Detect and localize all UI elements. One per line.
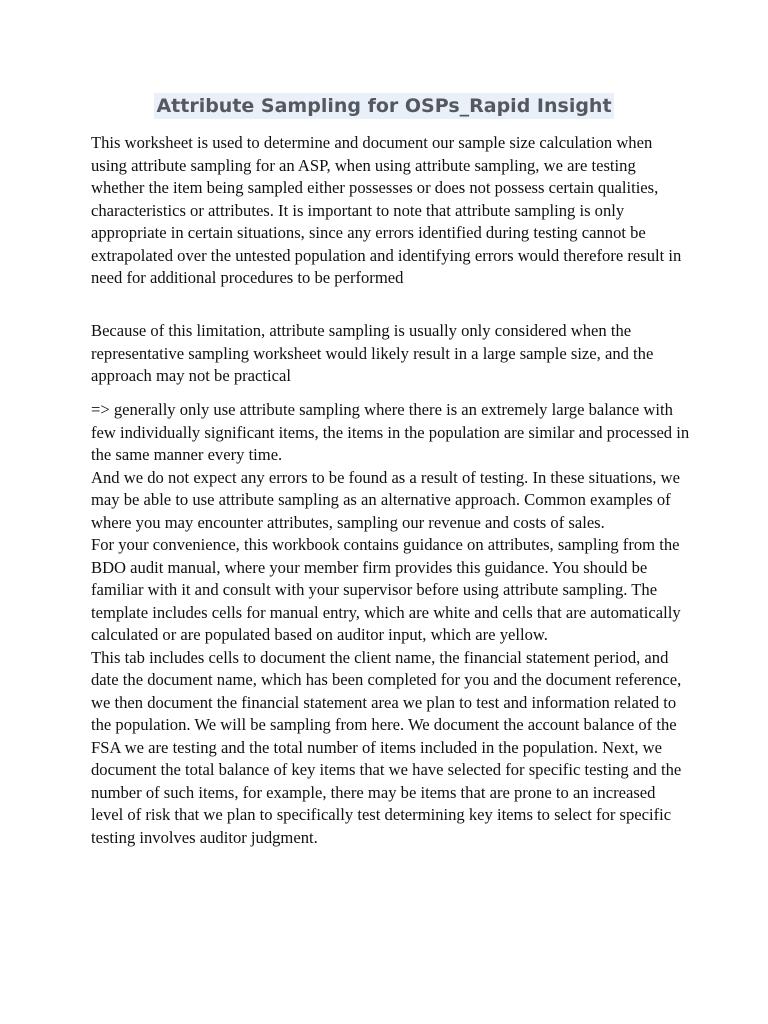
paragraph: And we do not expect any errors to be found as a result of testing. In these situations, we may be able to use attribute sampling as an alternative approach. Common examples of where you may encounter attributes, sampling our revenue and costs of sales. [91,467,680,532]
guidance-paragraph-block [91,399,691,849]
paragraph: This worksheet is used to determine and document our sample size calculation when using attribute sampling for an ASP, when using attribute sampling, we are testing whether the item being sampled either possesses or does not possess certain qualities, characteristics or attributes. It is important to note that attribute sampling is only appropriate in certain situations, since any errors identified during testing cannot be extrapolated over the untested population and identifying errors would therefore result in need for additional procedures to be performed [91,133,682,287]
title-container [0,93,768,119]
document-title: Attribute Sampling for OSPs_Rapid Insight [156,95,612,117]
paragraph: This tab includes cells to document the client name, the financial statement period, and date the document name, which has been completed for you and the document reference, we then document the financial statement area we plan to test and information related to the population. We will be sampling from here. We document the account balance of the FSA we are testing and the total number of items included in the population. Next, we document the total balance of key items that we have selected for specific testing and the number of such items, for example, there may be items that are prone to an increased level of risk that we plan to specifically test determining key items to select for specific testing involves auditor judgment. [91,647,682,847]
intro-paragraph-block [91,132,691,290]
paragraph: For your convenience, this workbook contains guidance on attributes, sampling from the BDO audit manual, where your member firm provides this guidance. You should be familiar with it and consult with your supervisor before using attribute sampling. The template includes cells for manual entry, which are white and cells that are automatically calculated or are populated based on auditor input, which are yellow. [91,535,681,644]
limitation-paragraph-block [91,320,691,388]
paragraph: Because of this limitation, attribute sampling is usually only considered when the representative sampling worksheet would likely result in a large sample size, and the approach may not be practical [91,321,654,385]
paragraph: => generally only use attribute sampling where there is an extremely large balance with few individually significant items, the items in the population are similar and processed in the same manner every time. [91,400,690,464]
